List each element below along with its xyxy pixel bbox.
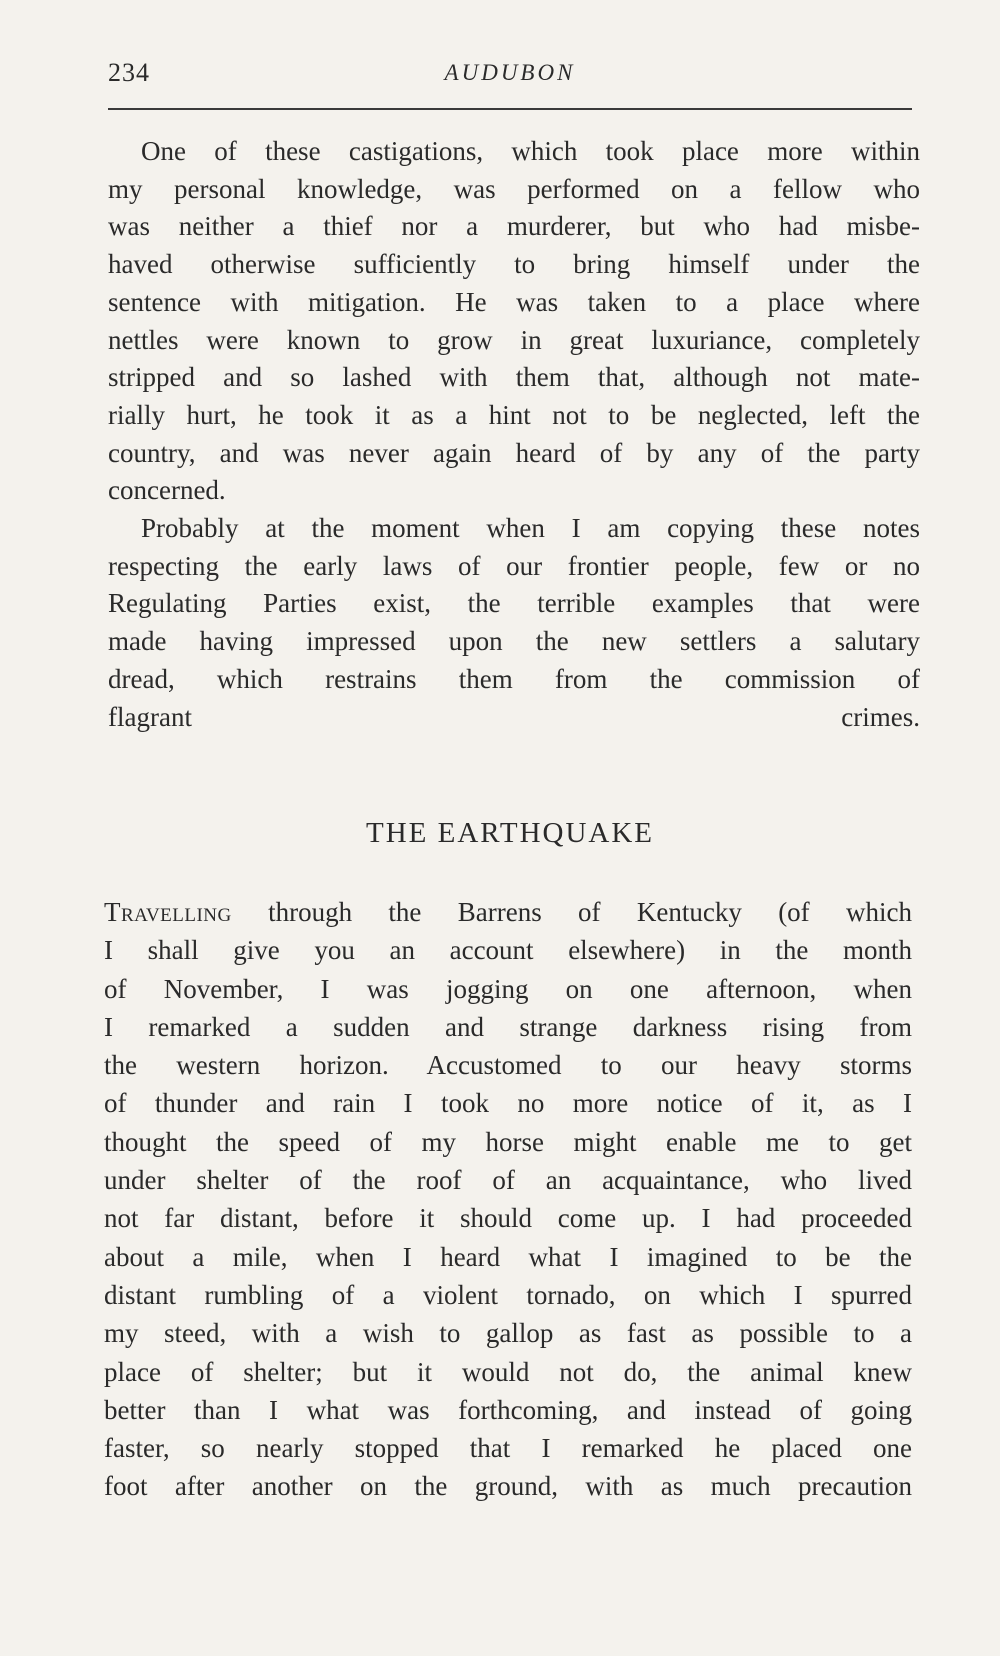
body-text-earthquake — [104, 893, 912, 1506]
text-line: I remarked a sudden and strange darkness rising from — [104, 1011, 912, 1042]
text-line: thought the speed of my horse might enable me to get — [104, 1126, 912, 1157]
text-line: not far distant, before it should come up. I had proceeded — [104, 1203, 912, 1234]
body-text-upper — [108, 133, 920, 736]
text-line: was neither a thief nor a murderer, but who had misbe- — [108, 211, 920, 242]
page-number: 234 — [108, 58, 150, 87]
text-line: country, and was never again heard of by any of the party — [108, 437, 920, 468]
text-line: the western horizon. Accustomed to our heavy storms — [104, 1050, 912, 1081]
text-line: of November, I was jogging on one afternoon, when — [104, 973, 912, 1004]
text-line: Probably at the moment when I am copying these notes — [141, 513, 920, 544]
section-heading: THE EARTHQUAKE — [365, 817, 655, 849]
text-line: foot after another on the ground, with as much precaution — [104, 1471, 912, 1502]
text-line: better than I what was forthcoming, and instead of going — [104, 1394, 912, 1425]
text-line: faster, so nearly stopped that I remarked he placed one — [104, 1433, 912, 1464]
text-line: rially hurt, he took it as a hint not to be neglected, left the — [108, 399, 920, 430]
text-line: made having impressed upon the new settlers a salutary — [108, 626, 920, 657]
text-line: stripped and so lashed with them that, although not mate- — [108, 362, 920, 393]
text-line: place of shelter; but it would not do, the animal knew — [104, 1356, 912, 1387]
text-line: my steed, with a wish to gallop as fast as possible to a — [104, 1318, 912, 1349]
text-line: distant rumbling of a violent tornado, on which I spurred — [104, 1279, 912, 1310]
first-line — [104, 897, 912, 927]
paragraph-earthquake — [104, 893, 912, 1506]
text-line: about a mile, when I heard what I imagined to be the — [104, 1241, 912, 1272]
text-line: concerned. — [108, 475, 226, 506]
text-line: I shall give you an account elsewhere) in the month — [104, 935, 912, 966]
text-line: Regulating Parties exist, the terrible examples that were — [108, 588, 920, 619]
text-line: through the Barrens of Kentucky (of which — [231, 897, 912, 927]
header-rule — [108, 108, 912, 110]
text-line: under shelter of the roof of an acquaintance, who lived — [104, 1165, 912, 1196]
paragraph-regulating-parties — [108, 510, 920, 736]
text-line: respecting the early laws of our frontier people, few or no — [108, 550, 920, 581]
text-line: haved otherwise sufficiently to bring himself under the — [108, 249, 920, 280]
lead-word: Travelling — [104, 897, 232, 927]
text-line: of thunder and rain I took no more notice of it, as I — [104, 1088, 912, 1119]
page-header — [108, 58, 912, 98]
paragraph-castigations — [108, 133, 920, 510]
text-line: dread, which restrains them from the commission of — [108, 663, 920, 694]
text-line: my personal knowledge, was performed on a fellow who — [108, 173, 920, 204]
text-line: sentence with mitigation. He was taken to a place where — [108, 286, 920, 317]
text-line: nettles were known to grow in great luxuriance, completely — [108, 324, 920, 355]
text-line: One of these castigations, which took place more within — [141, 136, 920, 166]
text-line: flagrant crimes. — [108, 701, 920, 732]
running-title: AUDUBON — [444, 60, 576, 85]
